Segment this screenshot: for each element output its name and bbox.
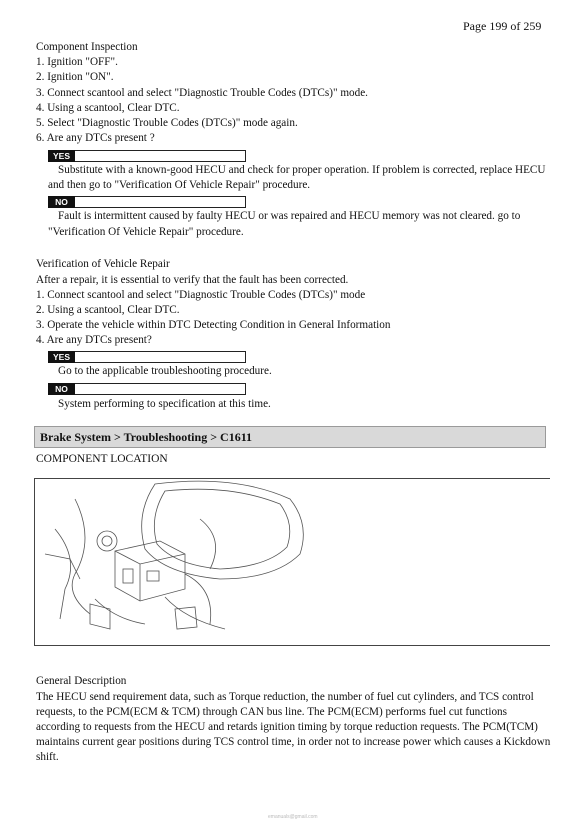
section-breadcrumb-bar — [34, 426, 546, 448]
verification-heading: Verification of Vehicle Repair — [36, 258, 170, 270]
inspection-step: 6. Are any DTCs present ? — [36, 132, 155, 144]
description-line: shift. — [36, 751, 59, 763]
verification-step: 4. Are any DTCs present? — [36, 334, 152, 346]
yes-bar — [48, 150, 246, 162]
description-line: The HECU send requirement data, such as Torque reduction, the number of fuel cut cylinders, and TCS control — [36, 691, 534, 703]
verification-intro: After a repair, it is essential to verify that the fault has been corrected. — [36, 274, 349, 286]
verification-step: 1. Connect scantool and select "Diagnostic Trouble Codes (DTCs)" mode — [36, 289, 366, 301]
inspection-step: 5. Select "Diagnostic Trouble Codes (DTCs)" mode again. — [36, 117, 298, 129]
yes-tag: YES — [48, 351, 75, 363]
yes-answer-line: Go to the applicable troubleshooting procedure. — [58, 365, 272, 377]
description-line: maintains current gear positions during TCS control time, in order not to increase power which causes a Kickdown — [36, 736, 551, 748]
no-bar — [48, 383, 246, 395]
hecu-location-illustration — [35, 479, 550, 646]
yes-answer-line: Substitute with a known-good HECU and check for proper operation. If problem is corrected, replace HECU — [58, 164, 546, 176]
page-number: Page 199 of 259 — [463, 19, 542, 33]
verification-step: 3. Operate the vehicle within DTC Detecting Condition in General Information — [36, 319, 391, 331]
yes-answer-line: and then go to "Verification Of Vehicle Repair" procedure. — [48, 179, 311, 191]
description-line: requests, to the PCM(ECM & TCM) through CAN bus line. The PCM(ECM) performs fuel cut functions — [36, 706, 507, 718]
component-inspection-heading: Component Inspection — [36, 41, 138, 53]
inspection-step: 1. Ignition "OFF". — [36, 56, 118, 68]
no-answer-line: System performing to specification at this time. — [58, 398, 271, 410]
yes-tag: YES — [48, 150, 75, 162]
no-bar — [48, 196, 246, 208]
verification-step: 2. Using a scantool, Clear DTC. — [36, 304, 180, 316]
inspection-step: 4. Using a scantool, Clear DTC. — [36, 102, 180, 114]
no-tag: NO — [48, 196, 75, 208]
no-answer-line: Fault is intermittent caused by faulty HECU or was repaired and HECU memory was not cleared. go to — [58, 210, 521, 222]
inspection-step: 2. Ignition "ON". — [36, 71, 114, 83]
yes-bar — [48, 351, 246, 363]
component-location-figure — [34, 478, 550, 646]
no-tag: NO — [48, 383, 75, 395]
component-location-heading: COMPONENT LOCATION — [36, 453, 168, 465]
no-answer-line: "Verification Of Vehicle Repair" procedure. — [48, 226, 244, 238]
general-description-heading: General Description — [36, 675, 127, 687]
inspection-step: 3. Connect scantool and select "Diagnostic Trouble Codes (DTCs)" mode. — [36, 87, 368, 99]
footer-watermark: emanuals@gmail.com — [268, 814, 318, 820]
section-breadcrumb: Brake System > Troubleshooting > C1611 — [40, 430, 253, 444]
description-line: according to requests from the HECU and retards ignition timing by torque reduction requests. The PCM(TCM) — [36, 721, 538, 733]
